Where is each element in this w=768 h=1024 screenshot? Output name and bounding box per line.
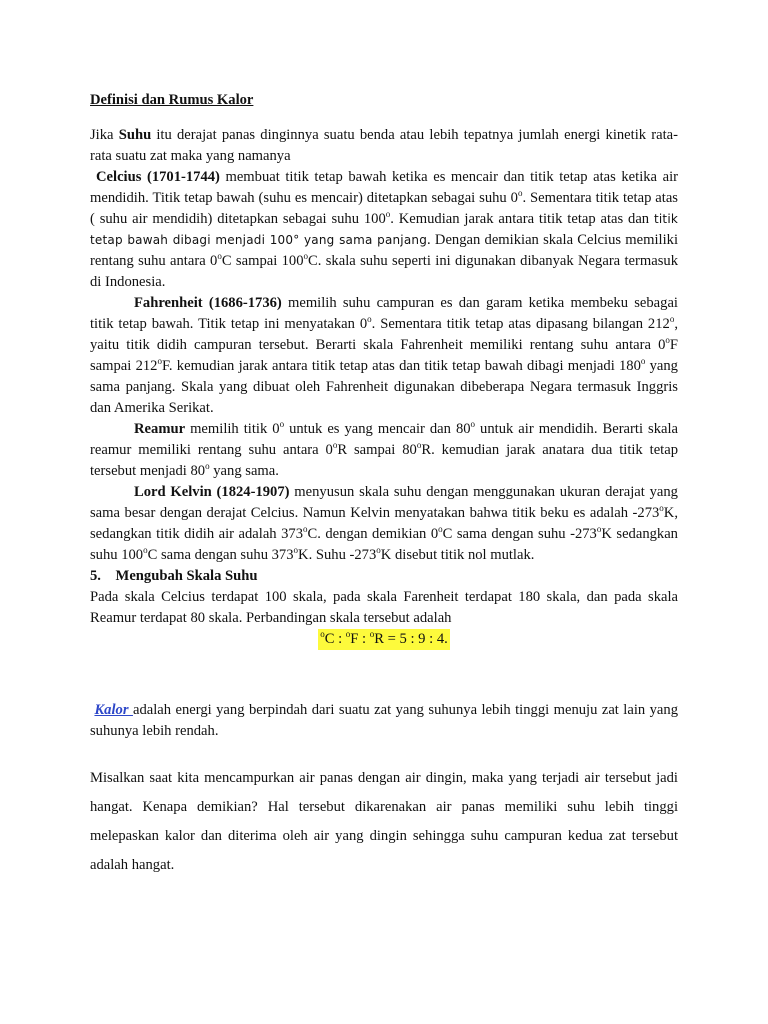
section-number: 5. (90, 568, 101, 584)
reamur-text: R sampai 80 (337, 442, 417, 458)
degree-sup: o (416, 440, 422, 451)
fahrenheit-text: memilih suhu campuran es dan garam ketika membeku sebagai titik tetap bawah. Titik tetap ini menyatakan 0 (90, 295, 678, 332)
document-page (90, 92, 678, 880)
celcius-text: . Sementara titik tetap atas ( suhu air mendidih) ditetapkan sebagai suhu 100 (90, 190, 678, 227)
celcius-text: C sampai 100 (221, 253, 304, 269)
vertical-spacer (90, 650, 678, 700)
celcius-text: . Kemudian jarak antara titik tetap atas dan (390, 211, 654, 227)
fahrenheit-paragraph (90, 293, 678, 419)
kelvin-text: C sama dengan suhu -273 (442, 526, 597, 542)
kelvin-text: K, sedangkan titik didih air adalah 373 (90, 505, 678, 542)
celcius-sans-text: titik tetap bawah dibagi menjadi 100° yang sama panjang (90, 212, 678, 247)
ratio-text: R = 5 : 9 : 4. (374, 631, 448, 647)
reamur-text: memilih titik 0 (185, 421, 280, 437)
fahrenheit-text: F sampai 212 (90, 337, 678, 374)
kelvin-text: K sedangkan suhu 100 (90, 526, 678, 563)
reamur-text: R. kemudian jarak anatara dua titik tetap tersebut menjadi 80 (90, 442, 679, 479)
degree-sup: o (279, 419, 285, 430)
reamur-text: yang sama. (209, 463, 279, 479)
degree-sup: o (669, 314, 675, 325)
kelvin-text: C. dengan demikian 0 (307, 526, 439, 542)
section-heading (90, 566, 678, 587)
celcius-name: Celcius (1701-1744) (96, 169, 220, 185)
ratio-text: C : (324, 631, 346, 647)
ratio-highlight (318, 629, 450, 650)
kalor-link[interactable]: Kalor (94, 702, 133, 718)
kelvin-text: K. Suhu -273 (298, 547, 377, 563)
fahrenheit-text: F. kemudian jarak antara titik tetap atas dan titik tetap bawah dibagi menjadi 180 (161, 358, 641, 374)
example-paragraph: Misalkan saat kita mencampurkan air panas dengan air dingin, maka yang terjadi air tersebut jadi hangat. Kenapa demikian? Hal tersebut dikarenakan air panas memiliki suhu lebih tinggi melepaskan kalor dan diterima oleh air yang dingin sehingga suhu campuran kedua zat tersebut adalah hangat. (90, 770, 678, 873)
degree-sup: o (217, 251, 222, 262)
degree-sup: o (596, 524, 602, 535)
degree-sup: o (303, 251, 309, 262)
degree-sup: o (438, 524, 443, 535)
section-title: Mengubah Skala Suhu (115, 568, 258, 584)
section-body: Pada skala Celcius terdapat 100 skala, pada skala Farenheit terdapat 180 skala, dan pada skala Reamur terdapat 80 skala. Perbandingan skala tersebut adalah (90, 589, 678, 626)
degree-sup: o (659, 503, 664, 514)
degree-sup: o (367, 314, 372, 325)
kalor-paragraph (90, 700, 678, 742)
fahrenheit-name: Fahrenheit (1686-1736) (134, 295, 282, 311)
degree-sup: o (332, 440, 338, 451)
ratio-text: F : (350, 631, 370, 647)
kelvin-text: C sama dengan suhu 373 (147, 547, 294, 563)
intro-text: Jika (90, 127, 119, 143)
degree-sup: o (470, 419, 476, 430)
degree-sup: o (143, 545, 148, 556)
degree-sup: o (157, 356, 162, 367)
kalor-text: adalah energi yang berpindah dari suatu zat yang suhunya lebih tinggi menuju zat lain yang suhunya lebih rendah. (90, 702, 678, 739)
degree-sup: o (205, 461, 210, 472)
degree-sup: o (385, 209, 391, 220)
kelvin-text: menyusun skala suhu dengan menggunakan ukuran derajat yang sama besar dengan derajat Celcius. Namun Kelvin menyatakan bahwa titik beku es adalah -273 (90, 484, 678, 521)
celcius-text: . Dengan demikian skala Celcius memiliki rentang suhu antara 0 (90, 232, 678, 269)
reamur-paragraph (90, 419, 678, 482)
degree-sup: o (376, 545, 381, 556)
degree-sup: o (640, 356, 646, 367)
reamur-text: untuk air mendidih. Berarti skala reamur memiliki rentang suhu antara 0 (90, 421, 678, 458)
celcius-text: C. skala suhu seperti ini digunakan dibanyak Negara termasuk di Indonesia. (90, 253, 678, 290)
fahrenheit-text: , yaitu titik didih campuran tersebut. Berarti skala Fahrenheit memiliki rentang suhu antara 0 (90, 316, 678, 353)
degree-sup: o (517, 188, 523, 199)
vertical-spacer (90, 742, 678, 764)
ratio-line (90, 629, 678, 650)
intro-text-continued: itu derajat panas dinginnya suatu benda atau lebih tepatnya jumlah energi kinetik rata-rata suatu zat maka yang namanya (90, 127, 678, 164)
kelvin-text: K disebut titik nol mutlak. (380, 547, 535, 563)
celcius-text: membuat titik tetap bawah ketika es mencair dan titik tetap atas ketika air mendidih. Titik tetap bawah (suhu es mencair) ditetapkan sebagai suhu 0 (90, 169, 678, 206)
kelvin-paragraph (90, 482, 678, 566)
fahrenheit-text: . Sementara titik tetap atas dipasang bilangan 212 (371, 316, 670, 332)
degree-sup: o (303, 524, 308, 535)
celcius-paragraph (90, 167, 678, 293)
degree-sup: o (665, 335, 670, 346)
reamur-text: untuk es yang mencair dan 80 (284, 421, 471, 437)
document-title: Definisi dan Rumus Kalor (90, 92, 254, 108)
fahrenheit-text: yang sama panjang. Skala yang dibuat oleh Fahrenheit digunakan dibeberapa Negara termasuk Inggris dan Amerika Serikat. (90, 358, 678, 416)
degree-sup: o (369, 629, 375, 640)
intro-bold-term: Suhu (118, 127, 152, 143)
degree-sup: o (320, 629, 325, 640)
degree-sup: o (345, 629, 351, 640)
kelvin-name: Lord Kelvin (1824-1907) (134, 484, 290, 500)
reamur-name: Reamur (134, 421, 186, 437)
degree-sup: o (293, 545, 299, 556)
intro-paragraph (90, 125, 678, 167)
